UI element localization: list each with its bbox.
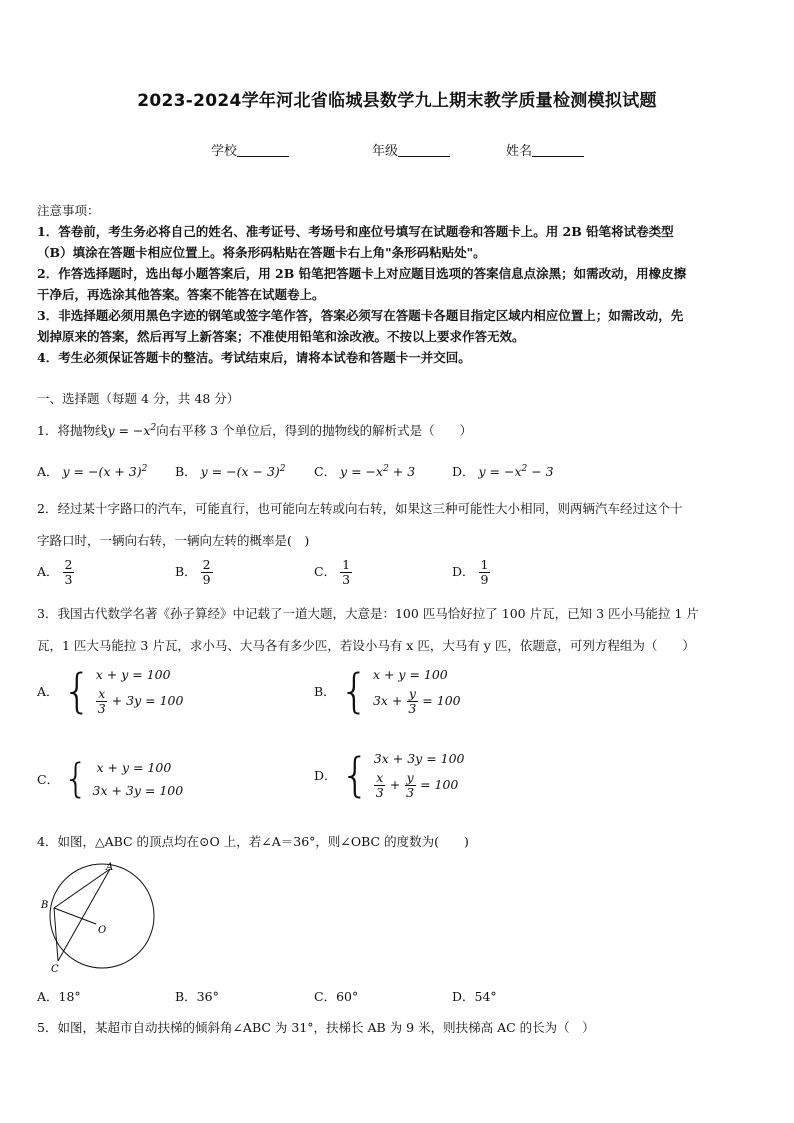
name-label: 姓名	[506, 144, 533, 159]
q1-option-c-label: C．	[314, 464, 337, 479]
q3-option-d-system: 3x + 3y = 100 $\frac{x}{3}$ + $\frac{y}{3}$ = 100	[373, 751, 465, 800]
notice-line-3: 2．作答选择题时，选出每小题答案后，用 2B 铅笔把答题卡上对应题目选项的答案信息点涂黑；如需改动，用橡皮擦	[37, 266, 687, 281]
notice-line-2: （B）填涂在答题卡相应位置上。将条形码粘贴在答题卡右上角"条形码粘贴处"。	[37, 245, 486, 260]
question-5: 5．如图，某超市自动扶梯的倾斜角∠ABC 为 31°，扶梯长 AB 为 9 米，则扶梯高 AC 的长为（ ）	[37, 1020, 595, 1035]
q1-option-d-expr: $y = -x^2 - 3$	[474, 463, 554, 479]
q3-option-c-system: x + y = 100 3x + 3y = 100	[92, 760, 184, 798]
q2-option-a[interactable]	[37, 558, 74, 587]
question-2-line-1: 2．经过某十字路口的汽车，可能直行，也可能向左转或向右转，如果这三种可能性大小相同，则两辆汽车经过这个十	[37, 501, 683, 516]
q1-option-b[interactable]	[175, 462, 286, 480]
q2-option-b[interactable]	[175, 558, 213, 587]
q1-option-d-label: D．	[452, 464, 475, 479]
question-2-line-2: 字路口时，一辆向右转，一辆向左转的概率是( )	[37, 533, 310, 548]
q3-option-d-label: D．	[314, 768, 337, 783]
point-label-c: C	[51, 964, 59, 975]
section-heading: 一、选择题（每题 4 分，共 48 分）	[37, 391, 240, 406]
q3-option-a-label: A．	[37, 684, 59, 699]
q4-option-a[interactable]: A．18°	[37, 989, 81, 1004]
page-title: 2023-2024学年河北省临城县数学九上期末教学质量检测模拟试题	[137, 91, 657, 111]
segment-ob	[54, 908, 96, 924]
question-3-line-1: 3．我国古代数学名著《孙子算经》中记载了一道大题，大意是：100 匹马恰好拉了 100 片瓦，已知 3 匹小马能拉 1 片	[37, 606, 699, 621]
q3-option-c[interactable]	[37, 756, 183, 802]
school-field	[211, 140, 289, 159]
q3-option-b-label: B．	[314, 684, 336, 699]
q3-option-b-brace: {	[339, 664, 369, 718]
q2-option-d-fraction: $\frac{1}{9}$	[480, 557, 489, 587]
notice-line-7: 4．考生必须保证答题卡的整洁。考试结束后，请将本试卷和答题卡一并交回。	[37, 350, 471, 365]
point-label-a: A	[106, 862, 114, 873]
q1-option-d[interactable]	[452, 462, 554, 480]
q4-option-b[interactable]: B．36°	[175, 989, 219, 1004]
q3-option-a-system: x + y = 100 $\frac{x}{3}$ + 3y = 100	[95, 667, 184, 716]
notice-line-5: 3．非选择题必须用黑色字迹的钢笔或签字笔作答，答案必须写在答题卡各题目指定区域内相应位置上；如需改动，先	[37, 308, 684, 323]
question-3-line-2: 瓦，1 匹大马能拉 3 片瓦，求小马、大马各有多少匹，若设小马有 x 匹，大马有 y 匹，依题意，可列方程组为（ ）	[37, 638, 695, 653]
question-4: 4．如图，△ABC 的顶点均在⊙O 上，若∠A＝36°，则∠OBC 的度数为( )	[37, 834, 469, 849]
q2-option-b-label: B．	[175, 564, 197, 579]
grade-blank[interactable]	[398, 144, 450, 157]
q1-option-a[interactable]	[37, 462, 147, 480]
q3-option-a[interactable]	[37, 666, 183, 716]
segment-ac	[58, 869, 110, 961]
notice-line-6: 划掉原来的答案，然后再写上新答案；不准使用铅笔和涂改液。不按以上要求作答无效。	[37, 329, 525, 344]
q2-option-a-fraction: $\frac{2}{3}$	[64, 557, 73, 587]
point-label-o: O	[98, 925, 107, 936]
q1-pre: 1．将抛物线	[37, 423, 108, 438]
q3-option-c-label: C．	[37, 772, 60, 787]
q3-option-b[interactable]	[314, 666, 461, 716]
q4-circle-diagram	[30, 858, 160, 978]
q1-option-c[interactable]	[314, 462, 415, 480]
q1-equation: $y = -x^2$	[107, 422, 157, 438]
q3-option-d-brace: {	[340, 748, 370, 802]
segment-bc	[54, 908, 58, 961]
q3-option-a-brace: {	[62, 664, 92, 718]
notice-line-4: 干净后，再选涂其他答案。答案不能答在试题卷上。	[37, 287, 325, 302]
q1-option-b-expr: $y = -(x - 3)^2$	[196, 463, 286, 479]
q3-option-b-system: x + y = 100 3x + $\frac{y}{3}$ = 100	[372, 667, 461, 716]
circle-o	[50, 864, 154, 968]
q1-option-b-label: B．	[175, 464, 197, 479]
name-field	[506, 140, 584, 159]
name-blank[interactable]	[532, 144, 584, 157]
q2-option-c-label: C．	[314, 564, 337, 579]
notice-line-1: 1．答卷前，考生务必将自己的姓名、准考证号、考场号和座位号填写在试题卷和答题卡上。用 2B 铅笔将试卷类型	[37, 224, 674, 239]
q4-option-c[interactable]: C．60°	[314, 989, 359, 1004]
q2-option-c[interactable]	[314, 558, 352, 587]
school-label: 学校	[211, 144, 238, 159]
q3-option-c-brace: {	[63, 756, 89, 802]
q2-option-d-label: D．	[452, 564, 475, 579]
q2-option-c-fraction: $\frac{1}{3}$	[342, 557, 351, 587]
q2-option-b-fraction: $\frac{2}{9}$	[202, 557, 211, 587]
grade-field	[372, 140, 450, 159]
q1-option-a-label: A．	[37, 464, 59, 479]
question-1	[37, 421, 472, 439]
segment-ab	[54, 869, 110, 908]
point-label-b: B	[41, 900, 49, 911]
q1-post: 向右平移 3 个单位后，得到的抛物线的解析式是（ ）	[156, 423, 473, 438]
q3-option-d[interactable]	[314, 750, 465, 800]
q2-option-a-label: A．	[37, 564, 59, 579]
q2-option-d[interactable]	[452, 558, 490, 587]
school-blank[interactable]	[237, 144, 289, 157]
q1-option-a-expr: $y = -(x + 3)^2$	[58, 463, 148, 479]
q1-option-c-expr: $y = -x^2 + 3$	[336, 463, 416, 479]
notice-heading: 注意事项：	[37, 203, 100, 218]
q4-option-d[interactable]: D．54°	[452, 989, 497, 1004]
grade-label: 年级	[372, 144, 399, 159]
